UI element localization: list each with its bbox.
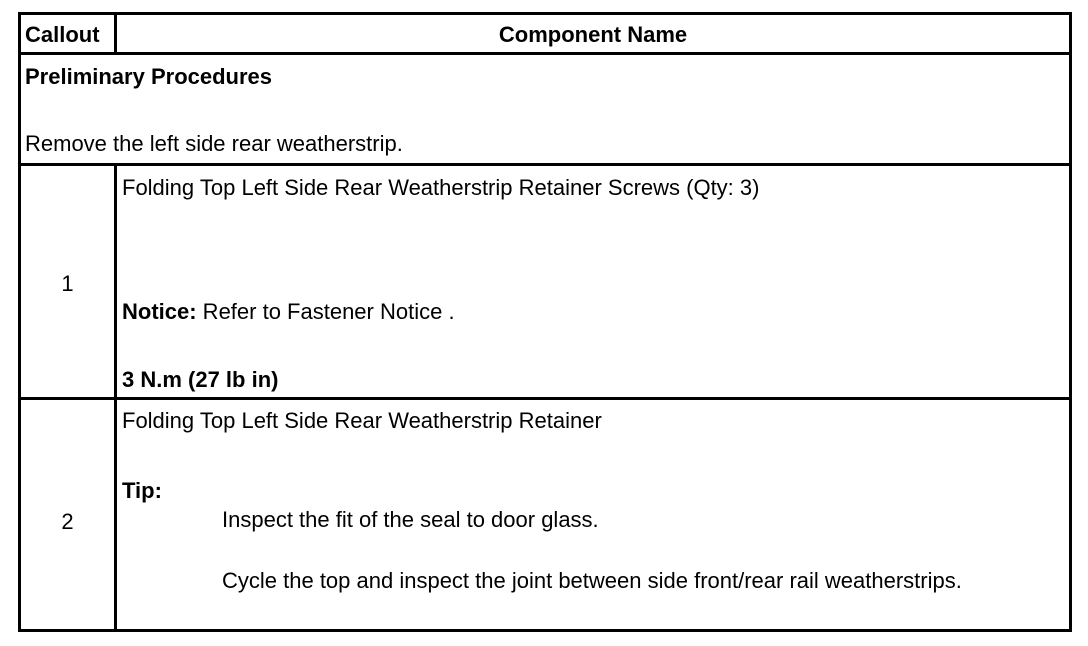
preliminary-heading: Preliminary Procedures (25, 64, 273, 89)
header-divider (21, 52, 1069, 55)
tip-label: Tip: (122, 478, 162, 503)
component-name-header: Component Name (498, 22, 688, 47)
component-name: Folding Top Left Side Rear Weatherstrip Retainer Screws (Qty: 3) (122, 175, 760, 200)
callout-number: 1 (61, 271, 74, 296)
torque-spec: 3 N.m (27 lb in) (122, 367, 279, 392)
tip-item: Inspect the fit of the seal to door glass. (222, 507, 599, 532)
component-name: Folding Top Left Side Rear Weatherstrip Retainer (122, 408, 602, 433)
callout-number: 2 (61, 509, 74, 534)
callout-header: Callout (25, 22, 100, 47)
notice-label: Notice: (122, 299, 197, 324)
notice-line (122, 299, 455, 325)
tip-item: Cycle the top and inspect the joint between side front/rear rail weatherstrips. (222, 568, 962, 593)
procedure-table (18, 12, 1072, 632)
row1-divider (21, 397, 1069, 400)
body-column-divider (114, 166, 117, 632)
preliminary-divider (21, 163, 1069, 166)
notice-text: Refer to Fastener Notice . (196, 299, 455, 324)
preliminary-text: Remove the left side rear weatherstrip. (25, 131, 403, 156)
